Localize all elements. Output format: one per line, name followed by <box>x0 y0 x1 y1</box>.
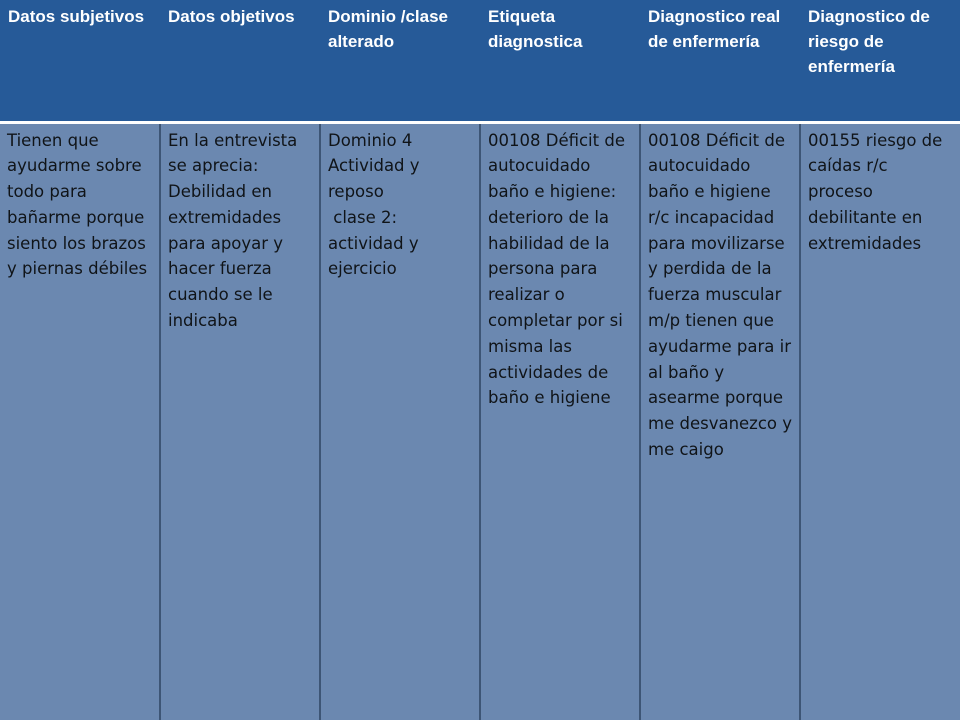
header-row <box>0 0 960 122</box>
cell-dominio-clase <box>320 122 480 720</box>
header-diagnostico-riesgo: Diagnostico de riesgo de enfermería <box>800 0 960 122</box>
cell-diagnostico-riesgo: 00155 riesgo de caídas r/c proceso debilitante en extremidades <box>800 122 960 720</box>
cell-clase-line: clase 2: actividad y ejercicio <box>328 207 424 279</box>
cell-diagnostico-real: 00108 Déficit de autocuidado baño e higiene r/c incapacidad para movilizarse y perdida de la fuerza muscular m/p tienen que ayudarme para ir al baño y asearme porque me desvanezco y me caigo <box>640 122 800 720</box>
header-diagnostico-real: Diagnostico real de enfermería <box>640 0 800 122</box>
header-dominio-clase: Dominio /clase alterado <box>320 0 480 122</box>
cell-datos-subjetivos: Tienen que ayudarme sobre todo para bañarme porque siento los brazos y piernas débiles <box>0 122 160 720</box>
table-row <box>0 122 960 720</box>
cell-datos-objetivos: En la entrevista se aprecia: Debilidad en extremidades para apoyar y hacer fuerza cuando se le indicaba <box>160 122 320 720</box>
cell-etiqueta-diagnostica: 00108 Déficit de autocuidado baño e higiene: deterioro de la habilidad de la persona para realizar o completar por si misma las actividades de baño e higiene <box>480 122 640 720</box>
header-etiqueta-diagnostica: Etiqueta diagnostica <box>480 0 640 122</box>
cell-dominio-line: Dominio 4 Actividad y reposo <box>328 130 425 202</box>
header-datos-subjetivos: Datos subjetivos <box>0 0 160 122</box>
header-datos-objetivos: Datos objetivos <box>160 0 320 122</box>
